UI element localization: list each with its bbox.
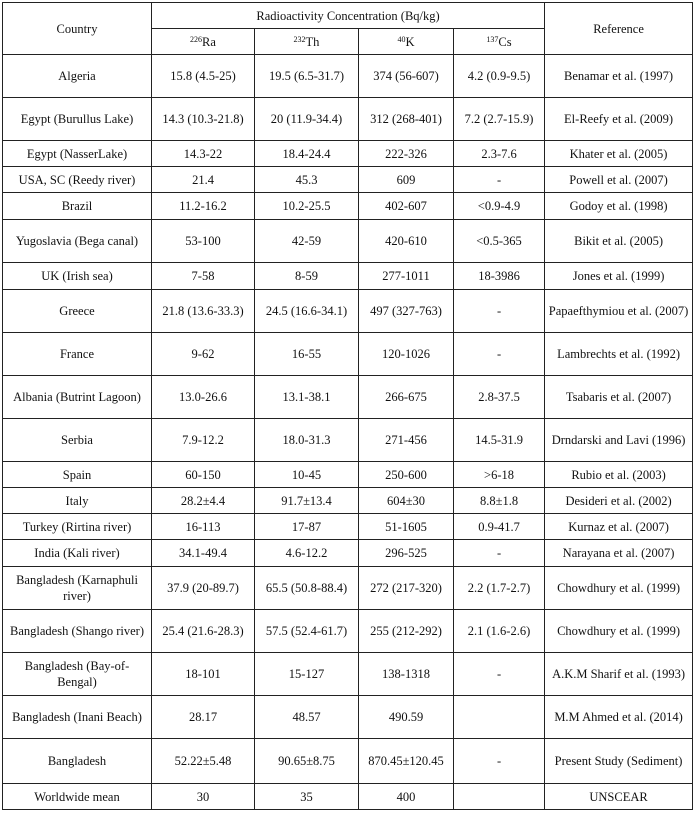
k-cell: 604±30	[359, 488, 454, 514]
cs-cell: 4.2 (0.9-9.5)	[454, 55, 545, 98]
reference-cell: Godoy et al. (1998)	[545, 193, 693, 220]
header-concentration: Radioactivity Concentration (Bq/kg)	[152, 3, 545, 29]
header-country: Country	[3, 3, 152, 55]
country-cell: Bangladesh	[3, 739, 152, 784]
country-cell: Albania (Butrint Lagoon)	[3, 376, 152, 419]
radioactivity-table	[2, 2, 693, 810]
ra-cell: 37.9 (20-89.7)	[152, 567, 255, 610]
ra-cell: 9-62	[152, 333, 255, 376]
th-symbol: Th	[305, 34, 320, 49]
th-cell: 57.5 (52.4-61.7)	[255, 610, 359, 653]
table-row	[3, 567, 693, 610]
th-cell: 90.65±8.75	[255, 739, 359, 784]
k-cell: 255 (212-292)	[359, 610, 454, 653]
country-cell: Italy	[3, 488, 152, 514]
ra-cell: 30	[152, 784, 255, 810]
cs-cell: 2.1 (1.6-2.6)	[454, 610, 545, 653]
cs-cell: -	[454, 167, 545, 193]
table-row	[3, 610, 693, 653]
reference-cell: Narayana et al. (2007)	[545, 540, 693, 567]
k-cell: 120-1026	[359, 333, 454, 376]
cs-cell: 0.9-41.7	[454, 514, 545, 540]
k-cell: 222-326	[359, 141, 454, 167]
cs-cell: 14.5-31.9	[454, 419, 545, 462]
ra-symbol: Ra	[202, 34, 216, 49]
cs-cell: 2.8-37.5	[454, 376, 545, 419]
header-ra226	[152, 29, 255, 55]
country-cell: Greece	[3, 290, 152, 333]
th-cell: 16-55	[255, 333, 359, 376]
cs-cell: >6-18	[454, 462, 545, 488]
ra-cell: 11.2-16.2	[152, 193, 255, 220]
k-cell: 400	[359, 784, 454, 810]
cs-cell: 2.2 (1.7-2.7)	[454, 567, 545, 610]
header-th232	[255, 29, 359, 55]
th-cell: 10-45	[255, 462, 359, 488]
ra-cell: 18-101	[152, 653, 255, 696]
country-cell: Spain	[3, 462, 152, 488]
k-cell: 266-675	[359, 376, 454, 419]
k-cell: 312 (268-401)	[359, 98, 454, 141]
table-row	[3, 540, 693, 567]
country-cell: Egypt (NasserLake)	[3, 141, 152, 167]
table-row	[3, 419, 693, 462]
reference-cell: M.M Ahmed et al. (2014)	[545, 696, 693, 739]
ra-cell: 28.2±4.4	[152, 488, 255, 514]
ra-cell: 7-58	[152, 263, 255, 290]
k-cell: 490.59	[359, 696, 454, 739]
cs-cell: -	[454, 290, 545, 333]
table-row	[3, 167, 693, 193]
th-cell: 24.5 (16.6-34.1)	[255, 290, 359, 333]
k-cell: 870.45±120.45	[359, 739, 454, 784]
table-row	[3, 653, 693, 696]
country-cell: UK (Irish sea)	[3, 263, 152, 290]
reference-cell: Lambrechts et al. (1992)	[545, 333, 693, 376]
ra-cell: 60-150	[152, 462, 255, 488]
table-row	[3, 696, 693, 739]
ra-cell: 25.4 (21.6-28.3)	[152, 610, 255, 653]
k-cell: 296-525	[359, 540, 454, 567]
k-cell: 272 (217-320)	[359, 567, 454, 610]
reference-cell: Bikit et al. (2005)	[545, 220, 693, 263]
reference-cell: A.K.M Sharif et al. (1993)	[545, 653, 693, 696]
ra-cell: 52.22±5.48	[152, 739, 255, 784]
k-cell: 497 (327-763)	[359, 290, 454, 333]
cs-cell: -	[454, 653, 545, 696]
k-cell: 271-456	[359, 419, 454, 462]
th-cell: 13.1-38.1	[255, 376, 359, 419]
ra-cell: 13.0-26.6	[152, 376, 255, 419]
ra-cell: 16-113	[152, 514, 255, 540]
th-cell: 8-59	[255, 263, 359, 290]
reference-cell: Powell et al. (2007)	[545, 167, 693, 193]
table-row	[3, 784, 693, 810]
cs-cell: <0.9-4.9	[454, 193, 545, 220]
table-row	[3, 263, 693, 290]
reference-cell: El-Reefy et al. (2009)	[545, 98, 693, 141]
reference-cell: Chowdhury et al. (1999)	[545, 610, 693, 653]
header-row-top	[3, 3, 693, 29]
table-row	[3, 290, 693, 333]
country-cell: USA, SC (Reedy river)	[3, 167, 152, 193]
k-cell: 402-607	[359, 193, 454, 220]
cs-cell: 7.2 (2.7-15.9)	[454, 98, 545, 141]
cs-cell: -	[454, 540, 545, 567]
country-cell: Worldwide mean	[3, 784, 152, 810]
country-cell: Algeria	[3, 55, 152, 98]
th-cell: 4.6-12.2	[255, 540, 359, 567]
th-cell: 19.5 (6.5-31.7)	[255, 55, 359, 98]
table-row	[3, 55, 693, 98]
k-cell: 609	[359, 167, 454, 193]
header-k40	[359, 29, 454, 55]
ra-cell: 28.17	[152, 696, 255, 739]
header-cs137	[454, 29, 545, 55]
th-cell: 18.4-24.4	[255, 141, 359, 167]
table-row	[3, 514, 693, 540]
k-cell: 250-600	[359, 462, 454, 488]
reference-cell: Khater et al. (2005)	[545, 141, 693, 167]
ra-cell: 21.8 (13.6-33.3)	[152, 290, 255, 333]
country-cell: Serbia	[3, 419, 152, 462]
ra-cell: 21.4	[152, 167, 255, 193]
th-cell: 17-87	[255, 514, 359, 540]
country-cell: India (Kali river)	[3, 540, 152, 567]
th-cell: 15-127	[255, 653, 359, 696]
table-row	[3, 376, 693, 419]
country-cell: Turkey (Rirtina river)	[3, 514, 152, 540]
country-cell: Bangladesh (Karnaphuli river)	[3, 567, 152, 610]
country-cell: Bangladesh (Inani Beach)	[3, 696, 152, 739]
cs-mass-number: 137	[486, 34, 499, 44]
th-mass-number: 232	[293, 34, 306, 44]
country-cell: Bangladesh (Bay-of-Bengal)	[3, 653, 152, 696]
cs-symbol: Cs	[498, 34, 512, 49]
ra-cell: 14.3-22	[152, 141, 255, 167]
country-cell: Bangladesh (Shango river)	[3, 610, 152, 653]
header-reference: Reference	[545, 3, 693, 55]
k-cell: 277-1011	[359, 263, 454, 290]
th-cell: 91.7±13.4	[255, 488, 359, 514]
ra-cell: 14.3 (10.3-21.8)	[152, 98, 255, 141]
reference-cell: Papaefthymiou et al. (2007)	[545, 290, 693, 333]
cs-cell	[454, 784, 545, 810]
country-cell: Brazil	[3, 193, 152, 220]
table-row	[3, 220, 693, 263]
country-cell: France	[3, 333, 152, 376]
k-cell: 138-1318	[359, 653, 454, 696]
reference-cell: Benamar et al. (1997)	[545, 55, 693, 98]
k-cell: 51-1605	[359, 514, 454, 540]
reference-cell: Present Study (Sediment)	[545, 739, 693, 784]
table-row-present-study	[3, 739, 693, 784]
cs-cell: 18-3986	[454, 263, 545, 290]
th-cell: 10.2-25.5	[255, 193, 359, 220]
th-cell: 20 (11.9-34.4)	[255, 98, 359, 141]
th-cell: 45.3	[255, 167, 359, 193]
k-mass-number: 40	[397, 34, 406, 44]
reference-cell: Jones et al. (1999)	[545, 263, 693, 290]
table-row	[3, 141, 693, 167]
cs-cell: 8.8±1.8	[454, 488, 545, 514]
th-cell: 42-59	[255, 220, 359, 263]
table-row	[3, 193, 693, 220]
cs-cell: -	[454, 739, 545, 784]
ra-cell: 53-100	[152, 220, 255, 263]
table-row	[3, 462, 693, 488]
th-cell: 18.0-31.3	[255, 419, 359, 462]
cs-cell	[454, 696, 545, 739]
country-cell: Yugoslavia (Bega canal)	[3, 220, 152, 263]
table-row	[3, 98, 693, 141]
k-symbol: K	[405, 34, 415, 49]
ra-cell: 7.9-12.2	[152, 419, 255, 462]
ra-cell: 34.1-49.4	[152, 540, 255, 567]
reference-cell: UNSCEAR	[545, 784, 693, 810]
reference-cell: Desideri et al. (2002)	[545, 488, 693, 514]
cs-cell: -	[454, 333, 545, 376]
ra-mass-number: 226	[190, 34, 203, 44]
table-row	[3, 333, 693, 376]
k-cell: 374 (56-607)	[359, 55, 454, 98]
k-cell: 420-610	[359, 220, 454, 263]
th-cell: 65.5 (50.8-88.4)	[255, 567, 359, 610]
reference-cell: Tsabaris et al. (2007)	[545, 376, 693, 419]
cs-cell: <0.5-365	[454, 220, 545, 263]
cs-cell: 2.3-7.6	[454, 141, 545, 167]
table-row	[3, 488, 693, 514]
reference-cell: Kurnaz et al. (2007)	[545, 514, 693, 540]
ra-cell: 15.8 (4.5-25)	[152, 55, 255, 98]
reference-cell: Drndarski and Lavi (1996)	[545, 419, 693, 462]
th-cell: 35	[255, 784, 359, 810]
reference-cell: Rubio et al. (2003)	[545, 462, 693, 488]
th-cell: 48.57	[255, 696, 359, 739]
reference-cell: Chowdhury et al. (1999)	[545, 567, 693, 610]
country-cell: Egypt (Burullus Lake)	[3, 98, 152, 141]
